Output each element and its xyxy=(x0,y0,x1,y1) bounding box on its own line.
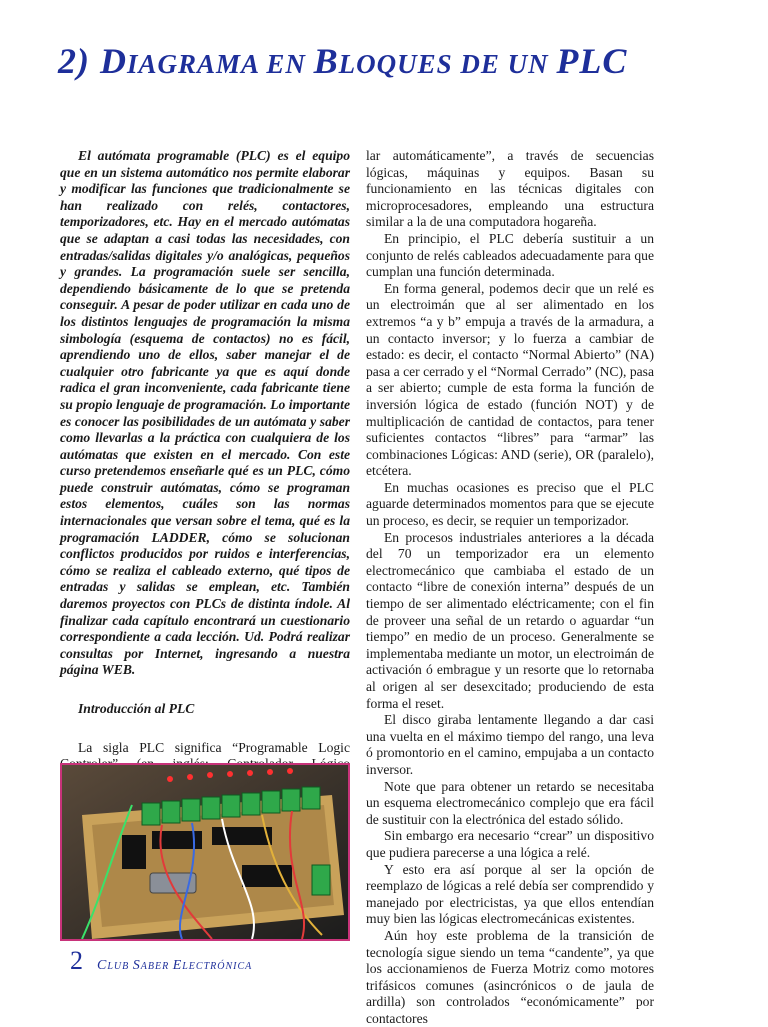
page-number: 2 xyxy=(70,946,83,975)
mag-sc: ABER xyxy=(140,961,173,972)
mag-cap: E xyxy=(172,958,183,973)
title-number: 2) xyxy=(58,41,100,81)
body-paragraph: Note que para obtener un retardo se necesitaba un esquema electromecánico complejo que era fácil de sustituir con la electrónica del estado sólido. xyxy=(366,778,654,827)
title-smallcaps: EN xyxy=(258,49,314,79)
mag-cap: S xyxy=(132,958,141,973)
title-smallcaps: DE UN xyxy=(452,49,557,79)
body-paragraph: Sin embargo era necesario “crear” un dispositivo que pudiera parecerse a una lógica a relé. xyxy=(366,828,654,860)
mag-cap: C xyxy=(97,958,108,973)
section-heading: Introducción al PLC xyxy=(78,701,195,716)
title-cap: B xyxy=(313,41,339,81)
title-smallcaps: LOQUES xyxy=(338,49,453,79)
magazine-name xyxy=(97,958,252,974)
left-column xyxy=(60,148,350,806)
article-title xyxy=(58,40,627,82)
body-paragraph: En principio, el PLC debería sustituir a un conjunto de relés cableados adecuadamente para que cumplan una función determinada. xyxy=(366,230,654,280)
body-paragraph: Aún hoy este problema de la transición de tecnología sigue siendo un tema “candente”, ya que los accionamienos de Fuerza Motriz como motores trifásicos comunes (asincrónicos o de jaula de ardilla) son controlados “económicamente” por contactores xyxy=(366,927,654,1026)
mag-sc: LUB xyxy=(107,961,133,972)
circuit-board-image xyxy=(62,765,348,939)
body-paragraph: En procesos industriales anteriores a la década del 70 un temporizador era un elemento electromecánico que cambiaba el estado de un contacto “libre de conexión interna” después de un tiempo de ser alimentado eléctricamente; con el fin de proveer una señal de un retardo o aguardar “un tiempo” en medio de un proceso. Generalmente se implementaba mediante un motor, un electroimán de activación ó embrague y un resorte que lo retornaba al origen al ser desexcitado; produciendo de esta forma el reset. xyxy=(366,529,654,711)
title-cap: D xyxy=(100,41,127,81)
body-paragraph: En forma general, podemos decir que un relé es un electroimán que al ser alimentado en los extremos “a y b” empuja a través de la armadura, a un contacto inversor; y lo fuerza a cambiar de estado: es decir, el contacto “Normal Abierto” (NA) pasa a cer cerrado y el “Normal Cerrado” (NC), pasa a ser abierto; cumple de esta forma la función de inversión lógica de estado (función NOT) y de multiplicación de cantidad de contactos, para tener suficientes contactos “libres” para “armar” las combinaciones Lógicas: AND (serie), OR (paralelo), etcétera. xyxy=(366,280,654,479)
right-column xyxy=(366,148,654,1027)
body-paragraph: lar automáticamente”, a través de secuencias lógicas, máquinas y equipos. Basan su funcionamiento en las técnicas digitales con microprocesadores, empleando una estructura similar a la de una computadora hogareña. xyxy=(366,148,654,230)
body-paragraph: En muchas ocasiones es preciso que el PLC aguarde determinados momentos para que se ejecute un proceso, es decir, se requier un temporizador. xyxy=(366,479,654,529)
body-paragraph: El disco giraba lentamente llegando a dar casi una vuelta en el máximo tiempo del rango, una leva ó promontorio en el camino, empujaba a un contacto inversor. xyxy=(366,712,654,777)
mag-sc: LECTRÓNICA xyxy=(182,961,253,972)
intro-paragraph: El autómata programable (PLC) es el equipo que en un sistema automático nos permite elaborar y modificar las funciones que tradicionalmente se han realizado con relés, contactores, temporizadores, etc. Hay en el mercado autómatas que se adaptan a casi todas las necesidades, con entradas/salidas digitales y/o analógicas, pequeños y grandes. La programación suele ser sencilla, dependiendo básicamente de lo que se pretenda conseguir. A pesar de poder utilizar en cada uno de los distintos lenguajes de programación la misma simbología (esquema de contactos) no es fácil, aprendiendo uno de ellos, saber manejar el de cualquier otro fabricante ya que es aquí donde radica el gran inconveniente, cada fabricante tiene su propio lenguaje de programación. Lo importante es conocer las posibilidades de un autómata y saber como llevarlas a la práctica con cualquiera de los autómatas que existen en el mercado. Con este curso pretendemos enseñarle qué es un PLC, cómo puede construir autómatas, cómo se programan estos elementos, cuáles son las normas internacionales que versan sobre el tema, qué es la programación LADDER, cómo se solucionan conflictos producidos por ruidos e interferencias, cómo se realiza el cableado externo, qué tipos de entradas y salidas se emplean, etc. También daremos proyectos con PLCs de distinta índole. Al finalizar cada capítulo encontrará un cuestionario correspondiente a cada lección. Ud. Podrá realizar consultas por Internet, ingresando a nuestra página WEB. xyxy=(60,148,350,678)
title-smallcaps: IAGRAMA xyxy=(127,49,259,79)
body-paragraph: La sigla PLC significa “Programable Logic xyxy=(78,739,350,755)
title-plc: PLC xyxy=(556,41,628,81)
body-paragraph: Y esto era así porque al ser la opción de reemplazo de lógicas a relé debía ser comprendido y manejado por electricistas, ya que ellos entendían muy bien las lógicas electromecánicas existentes. xyxy=(366,861,654,927)
plc-board-photo xyxy=(60,763,350,941)
page-footer xyxy=(70,946,252,976)
